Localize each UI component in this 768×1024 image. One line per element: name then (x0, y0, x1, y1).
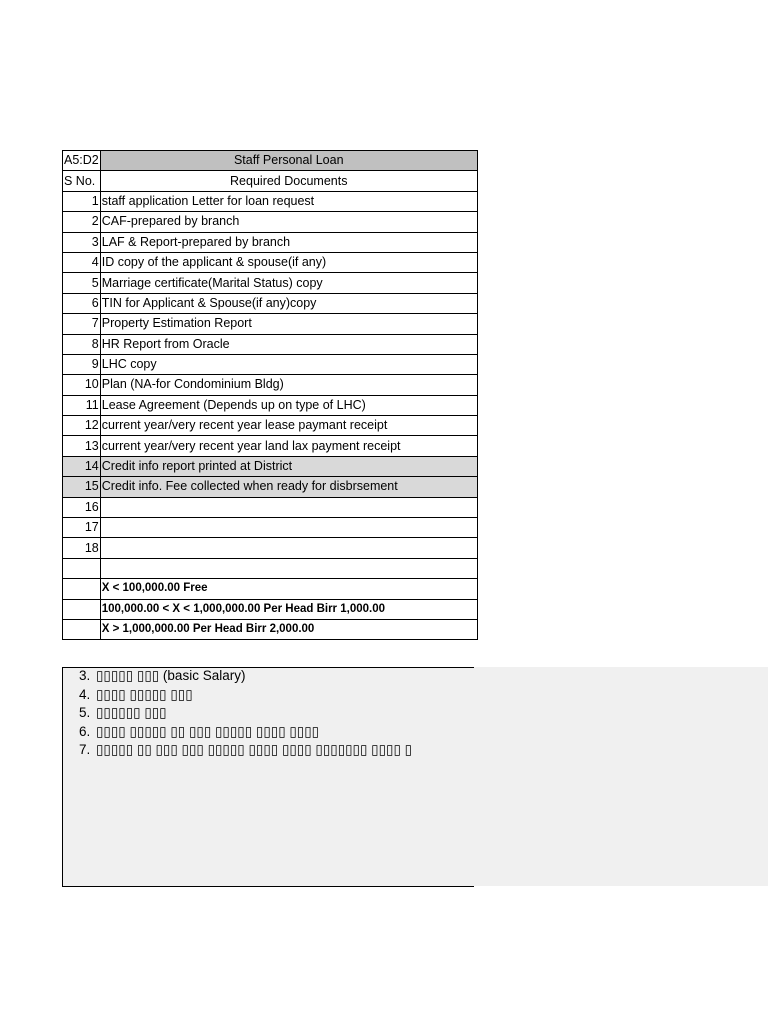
table-row (63, 191, 478, 211)
fee-rule-cell[interactable]: X > 1,000,000.00 Per Head Birr 2,000.00 (100, 619, 477, 639)
document-cell[interactable]: ID copy of the applicant & spouse(if any) (100, 252, 477, 272)
notes-list-item: 4. ▯▯▯▯ ▯▯▯▯▯ ▯▯▯ (94, 686, 474, 705)
table-row (63, 212, 478, 232)
document-cell[interactable] (100, 518, 477, 538)
blank-cell[interactable] (63, 579, 101, 599)
row-number-cell[interactable]: 12 (63, 416, 101, 436)
document-cell[interactable]: current year/very recent year land lax payment receipt (100, 436, 477, 456)
table-row (63, 477, 478, 497)
notes-list-item: 7. ▯▯▯▯▯ ▯▯ ▯▯▯ ▯▯▯ ▯▯▯▯▯ ▯▯▯▯ ▯▯▯▯ ▯▯▯▯▯▯▯ ▯▯▯▯ ▯ (94, 741, 474, 760)
fee-row (63, 599, 478, 619)
document-cell[interactable]: LAF & Report-prepared by branch (100, 232, 477, 252)
row-number-cell[interactable]: 3 (63, 232, 101, 252)
row-number-cell[interactable]: 8 (63, 334, 101, 354)
table-row (63, 314, 478, 334)
empty-row (63, 558, 478, 578)
document-cell[interactable] (100, 538, 477, 558)
table-row (63, 375, 478, 395)
document-cell[interactable]: Property Estimation Report (100, 314, 477, 334)
table-header-row (63, 171, 478, 191)
document-cell[interactable]: Lease Agreement (Depends up on type of LHC) (100, 395, 477, 415)
table-row (63, 232, 478, 252)
table-title[interactable]: Staff Personal Loan (100, 151, 477, 171)
document-cell[interactable]: Credit info report printed at District (100, 456, 477, 476)
document-cell[interactable]: CAF-prepared by branch (100, 212, 477, 232)
row-number-cell[interactable]: 17 (63, 518, 101, 538)
row-number-cell[interactable]: 7 (63, 314, 101, 334)
cell-reference[interactable]: A5:D2 (63, 151, 101, 171)
table-row (63, 252, 478, 272)
document-cell[interactable]: Credit info. Fee collected when ready for disbrsement (100, 477, 477, 497)
document-cell[interactable]: Plan (NA-for Condominium Bldg) (100, 375, 477, 395)
notes-list (62, 667, 474, 760)
notes-list-item: 6. ▯▯▯▯ ▯▯▯▯▯ ▯▯ ▯▯▯ ▯▯▯▯▯ ▯▯▯▯ ▯▯▯▯ (94, 723, 474, 742)
document-cell[interactable]: Marriage certificate(Marital Status) copy (100, 273, 477, 293)
blank-cell[interactable] (63, 558, 101, 578)
row-number-cell[interactable]: 1 (63, 191, 101, 211)
fee-rule-cell[interactable]: X < 100,000.00 Free (100, 579, 477, 599)
document-cell[interactable]: current year/very recent year lease paymant receipt (100, 416, 477, 436)
fee-row (63, 579, 478, 599)
table-row (63, 293, 478, 313)
row-number-cell[interactable]: 13 (63, 436, 101, 456)
row-number-cell[interactable]: 6 (63, 293, 101, 313)
table-title-row (63, 151, 478, 171)
row-number-cell[interactable]: 15 (63, 477, 101, 497)
table-row (63, 395, 478, 415)
blank-cell[interactable] (63, 619, 101, 639)
table-row (63, 416, 478, 436)
document-cell[interactable]: staff application Letter for loan request (100, 191, 477, 211)
notes-list-item: 5. ▯▯▯▯▯▯ ▯▯▯ (94, 704, 474, 723)
table-row (63, 518, 478, 538)
table-row (63, 354, 478, 374)
row-number-cell[interactable]: 16 (63, 497, 101, 517)
docs-header[interactable]: Required Documents (100, 171, 477, 191)
row-number-cell[interactable]: 18 (63, 538, 101, 558)
table-row (63, 497, 478, 517)
table-row (63, 334, 478, 354)
table-row (63, 538, 478, 558)
row-number-cell[interactable]: 14 (63, 456, 101, 476)
row-number-cell[interactable]: 5 (63, 273, 101, 293)
notes-list-item: 3. ▯▯▯▯▯ ▯▯▯ (basic Salary) (94, 667, 474, 686)
sno-header[interactable]: S No. (63, 171, 101, 191)
row-number-cell[interactable]: 2 (63, 212, 101, 232)
table-row (63, 456, 478, 476)
document-cell[interactable]: LHC copy (100, 354, 477, 374)
fee-rule-cell[interactable]: 100,000.00 < X < 1,000,000.00 Per Head Birr 1,000.00 (100, 599, 477, 619)
row-number-cell[interactable]: 11 (63, 395, 101, 415)
row-number-cell[interactable]: 9 (63, 354, 101, 374)
notes-overflow-area (474, 667, 768, 886)
notes-textbox[interactable] (62, 667, 768, 886)
table-row (63, 273, 478, 293)
document-cell[interactable]: HR Report from Oracle (100, 334, 477, 354)
blank-cell[interactable] (63, 599, 101, 619)
row-number-cell[interactable]: 4 (63, 252, 101, 272)
blank-cell[interactable] (100, 558, 477, 578)
document-cell[interactable]: TIN for Applicant & Spouse(if any)copy (100, 293, 477, 313)
loan-documents-table (62, 150, 478, 640)
table-row (63, 436, 478, 456)
document-cell[interactable] (100, 497, 477, 517)
row-number-cell[interactable]: 10 (63, 375, 101, 395)
fee-row (63, 619, 478, 639)
